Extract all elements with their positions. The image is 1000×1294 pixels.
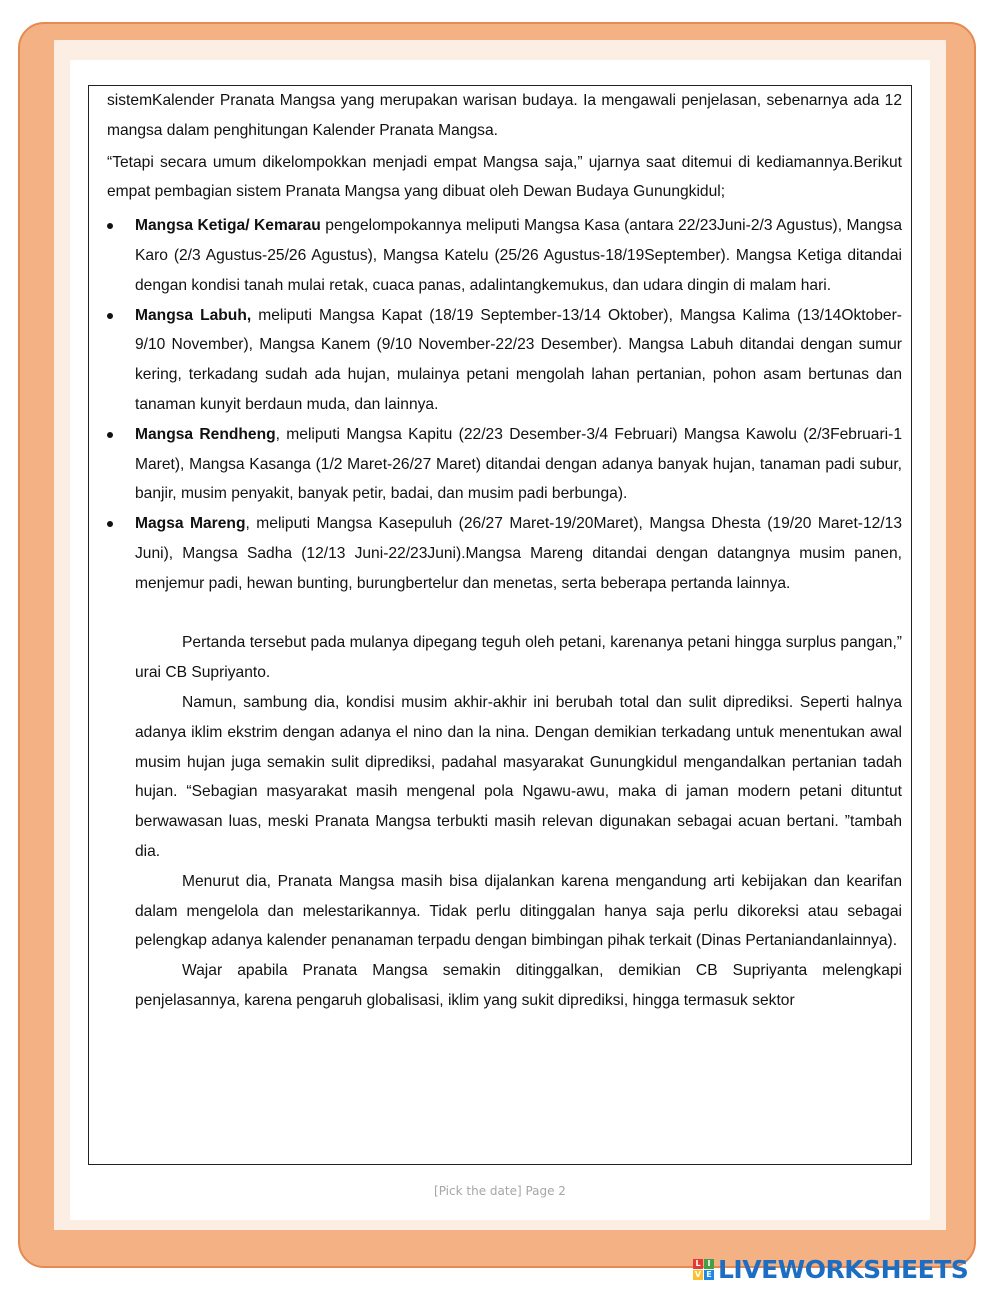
body-paragraph-2: Namun, sambung dia, kondisi musim akhir-akhir ini berubah total dan sulit diprediksi. Seperti halnya adanya iklim ekstrim dengan adanya el nino dan la nina. Dengan demikian terkadang untuk menentukan awal musim hujan juga semakin sulit diprediksi, padahal masyarakat Gunungkidul mengandalkan pertanian tadah hujan. “Sebagian masyarakat masih mengenal pola Ngawu-awu, maka di jaman modern petani dituntut berwawasan luas, meski Pranata Mangsa terbukti masih relevan digunakan sebagai acuan bertani. ”tambah dia. [135,693,902,860]
list-item [107,509,902,598]
intro-paragraph-2: “Tetapi secara umum dikelompokkan menjadi empat Mangsa saja,” ujarnya saat ditemui di kediamannya.Berikut empat pembagian sistem Pranata Mangsa yang dibuat oleh Dewan Budaya Gunungkidul; [107,153,902,201]
logo-cube-icon [693,1259,714,1280]
bullet-icon [107,223,113,229]
logo-cube-letter: V [694,1269,702,1279]
blank-line [107,599,902,629]
body-paragraph-1: Pertanda tersebut pada mulanya dipegang teguh oleh petani, karenanya petani hingga surplus pangan,” urai CB Supriyanto. [135,634,902,682]
list-item [107,211,902,300]
mangsa-list [107,211,902,598]
logo-cube-letter: I [704,1259,714,1269]
body-paragraph-4: Wajar apabila Pranata Mangsa semakin ditinggalkan, demikian CB Supriyanta melengkapi penjelasannya, karena pengaruh globalisasi, iklim yang sukit diprediksi, hingga termasuk sektor [135,962,902,1009]
list-item-term: Mangsa Labuh, [135,306,252,324]
page-footer: [Pick the date] Page 2 [434,1184,566,1198]
body-paragraph-3: Menurut dia, Pranata Mangsa masih bisa dijalankan karena mengandung arti kebijakan dan kearifan dalam mengelola dan melestarikannya. Tidak perlu ditinggalan hanya saja perlu dikoreksi atau sebagai pelengkap adanya kalender penanaman terpadu dengan bimbingan pihak terkait (Dinas Pertaniandanlainnya). [135,872,902,950]
list-item-term: Magsa Mareng [135,515,246,533]
list-item-text: pengelompokannya meliputi Mangsa Kasa (antara 22/23Juni-2/3 Agustus), Mangsa Karo (2/3 Agustus-25/26 Agustus), Mangsa Katelu (25/26 Agustus-18/19September). Mangsa Ketiga ditandai dengan kondisi tanah mulai retak, cuaca panas, adalintangkemukus, dan udara dingin di malam hari. [135,217,902,294]
bullet-icon [107,521,113,527]
liveworksheets-logo[interactable] [693,1254,968,1284]
list-item-text: , meliputi Mangsa Kasepuluh (26/27 Maret-19/20Maret), Mangsa Dhesta (19/20 Maret-12/13 Juni), Mangsa Sadha (12/13 Juni-22/23Juni).Mangsa Mareng ditandai dengan datangnya musim panen, menjemur padi, hewan bunting, burungbertelur dan menetas, serta beberapa pertanda lainnya. [135,515,902,592]
list-item-text: meliputi Mangsa Kapat (18/19 September-13/14 Oktober), Mangsa Kalima (13/14Oktober-9/10 November), Mangsa Kanem (9/10 November-22/23 Desember). Mangsa Labuh ditandai dengan sumur kering, terkadang sudah ada hujan, mulainya petani mengolah lahan pertanian, pohon asam bertunas dan tanaman kunyit berdaun muda, dan lainnya. [135,306,902,413]
bullet-icon [107,313,113,319]
list-item [107,301,902,420]
document-content [107,86,902,1016]
logo-text: LIVEWORKSHEETS [718,1254,969,1284]
bullet-icon [107,432,113,438]
logo-cube-letter: L [693,1259,703,1269]
logo-cube-letter: E [704,1270,714,1280]
list-item [107,420,902,509]
list-item-term: Mangsa Rendheng [135,425,276,443]
text-box [88,85,912,1165]
body-paragraphs [107,628,902,1015]
intro-paragraph-1: sistemKalender Pranata Mangsa yang merupakan warisan budaya. Ia mengawali penjelasan, sebenarnya ada 12 mangsa dalam penghitungan Kalender Pranata Mangsa. [107,92,902,139]
list-item-term: Mangsa Ketiga/ Kemarau [135,217,321,235]
list-item-text: , meliputi Mangsa Kapitu (22/23 Desember-3/4 Februari) Mangsa Kawolu (2/3Februari-1 Maret), Mangsa Kasanga (1/2 Maret-26/27 Maret) ditandai dengan adanya banyak hujan, tanaman padi subur, banjir, musim penyakit, banyak petir, badai, dan musim padi berbunga). [135,425,903,503]
